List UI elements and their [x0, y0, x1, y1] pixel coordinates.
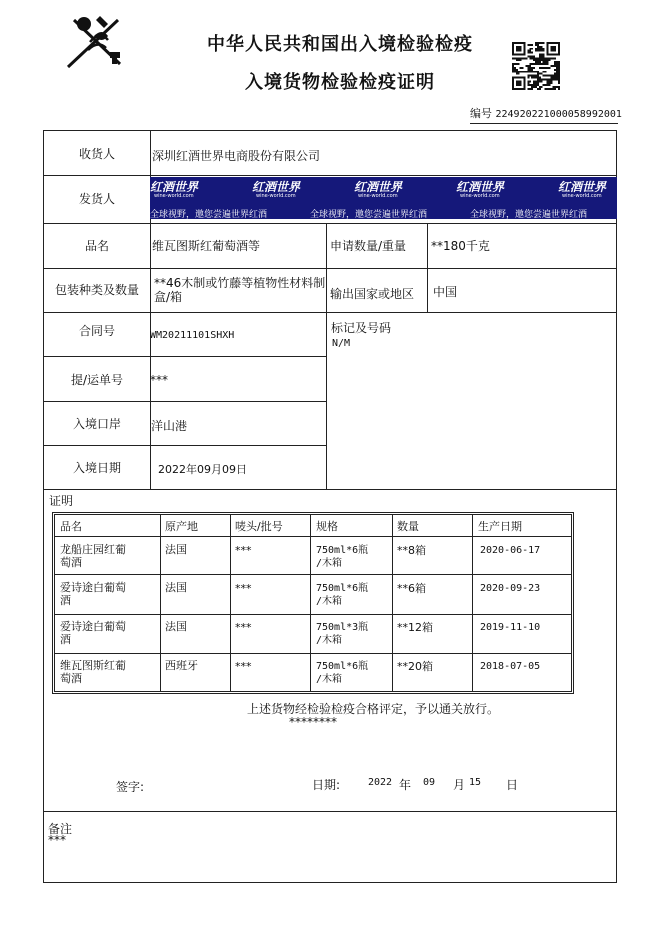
goods-production-date: 2019-11-10: [480, 622, 541, 633]
clearance-statement: 上述货物经检验检疫合格评定，予以通关放行。: [247, 702, 500, 716]
packing-value: [154, 276, 325, 304]
goods-production-date: 2020-09-23: [480, 583, 541, 594]
goods-mark: ***: [235, 582, 252, 595]
quantity-label: 申请数量/重量: [330, 239, 407, 253]
goods-spec: [316, 544, 368, 570]
marks-label: 标记及号码: [331, 321, 392, 335]
goods-spec: [316, 621, 368, 647]
port-label: 入境口岸: [72, 417, 121, 431]
goods-quantity: **20箱: [397, 660, 433, 673]
column-header: 品名: [60, 520, 82, 533]
issue-year-unit: 年: [399, 778, 412, 792]
goods-name-line: 萄酒: [60, 556, 82, 569]
issue-month: 09: [423, 777, 436, 788]
ciq-emblem-icon: [60, 12, 130, 72]
certificate-number-value: 224920221000058992001: [495, 109, 622, 120]
certification-label: 证明: [49, 494, 74, 508]
product-value: 维瓦图斯红葡萄酒等: [152, 239, 261, 253]
statement-stars: ********: [289, 715, 337, 729]
signature-label: 签字:: [116, 780, 145, 794]
contract-value: WM20211101SHXH: [150, 330, 235, 341]
issue-date-label: 日期:: [312, 778, 341, 792]
banner-brand: 红酒世界: [558, 180, 607, 194]
goods-name: [60, 581, 126, 607]
goods-quantity: **8箱: [397, 544, 426, 557]
goods-name: [60, 543, 126, 569]
goods-production-date: 2020-06-17: [480, 545, 541, 556]
issue-month-unit: 月: [453, 778, 466, 792]
goods-name: [60, 620, 126, 646]
remarks-label: 备注: [48, 822, 73, 836]
goods-name-line: 酒: [60, 633, 71, 646]
consignee-label: 收货人: [78, 147, 115, 161]
port-value: 洋山港: [151, 419, 188, 433]
goods-name-line: 龙船庄园红葡: [60, 543, 126, 556]
goods-spec-line: /木箱: [316, 558, 343, 569]
banner-site: wine-world.com: [358, 193, 398, 199]
consignee-value: 深圳红酒世界电商股份有限公司: [152, 149, 321, 163]
consignor-label: 发货人: [78, 192, 115, 206]
column-header: 原产地: [165, 520, 198, 533]
goods-spec-line: 750ml*6瓶: [316, 545, 369, 556]
entry-date-value: 2022年09月09日: [158, 463, 247, 476]
goods-spec-line: 750ml*6瓶: [316, 583, 369, 594]
goods-spec-line: /木箱: [316, 674, 343, 685]
certificate-number-label: 编号: [470, 107, 492, 120]
banner-slogan: 全球视野，邀您尝遍世界红酒: [150, 210, 268, 219]
banner-site: wine-world.com: [256, 193, 296, 199]
contract-label: 合同号: [78, 324, 115, 338]
goods-mark: ***: [235, 544, 252, 557]
goods-table: [52, 512, 574, 694]
goods-name-line: 爱诗途白葡萄: [60, 581, 126, 594]
issue-year: 2022: [368, 777, 393, 788]
certificate-number: [470, 105, 622, 121]
goods-production-date: 2018-07-05: [480, 661, 541, 672]
remarks-value: ***: [48, 833, 66, 847]
bill-label: 提/运单号: [70, 373, 124, 387]
goods-spec: [316, 660, 368, 686]
goods-spec-line: /木箱: [316, 635, 343, 646]
product-label: 品名: [84, 239, 109, 253]
packing-value-line2: 盒/箱: [154, 290, 183, 304]
packing-label: 包装种类及数量: [54, 283, 139, 297]
goods-spec-line: 750ml*6瓶: [316, 661, 369, 672]
goods-origin: 西班牙: [165, 659, 198, 672]
column-header: 数量: [397, 520, 419, 533]
banner-slogan: 全球视野，邀您尝遍世界红酒: [310, 210, 428, 219]
consignor-banner-image: [150, 177, 617, 219]
banner-site: wine-world.com: [154, 193, 194, 199]
issue-day-unit: 日: [506, 778, 519, 792]
certificate-form: [43, 130, 617, 883]
banner-brand: 红酒世界: [456, 180, 505, 194]
goods-mark: ***: [235, 621, 252, 634]
goods-spec-line: /木箱: [316, 596, 343, 607]
goods-spec: [316, 582, 368, 608]
goods-name: [60, 659, 126, 685]
banner-brand: 红酒世界: [354, 180, 403, 194]
goods-quantity: **12箱: [397, 621, 433, 634]
document-title: 中华人民共和国出入境检验检疫: [207, 34, 473, 55]
entry-date-label: 入境日期: [72, 461, 121, 475]
goods-spec-line: 750ml*3瓶: [316, 622, 369, 633]
origin-label: 输出国家或地区: [330, 287, 415, 301]
banner-site: wine-world.com: [460, 193, 500, 199]
goods-quantity: **6箱: [397, 582, 426, 595]
banner-slogan: 全球视野，邀您尝遍世界红酒: [470, 210, 588, 219]
goods-name-line: 维瓦图斯红葡: [60, 659, 126, 672]
marks-value: N/M: [332, 338, 351, 349]
quantity-value: **180千克: [431, 239, 490, 253]
goods-mark: ***: [235, 660, 252, 673]
column-header: 生产日期: [478, 520, 522, 533]
goods-name-line: 爱诗途白葡萄: [60, 620, 126, 633]
packing-value-line1: **46木制或竹藤等植物性材料制: [154, 276, 326, 290]
issue-day: 15: [469, 777, 482, 788]
banner-site: wine-world.com: [562, 193, 602, 199]
document-subtitle: 入境货物检验检疫证明: [245, 72, 435, 93]
banner-brand: 红酒世界: [150, 180, 199, 194]
certificate-number-underline: [470, 123, 618, 124]
goods-origin: 法国: [165, 581, 187, 594]
goods-origin: 法国: [165, 543, 187, 556]
goods-name-line: 萄酒: [60, 672, 82, 685]
column-header: 规格: [316, 520, 338, 533]
qr-code-icon: [512, 42, 560, 90]
banner-brand: 红酒世界: [252, 180, 301, 194]
bill-value: ***: [150, 373, 168, 387]
origin-value: 中国: [433, 285, 458, 299]
column-header: 唛头/批号: [235, 520, 283, 533]
goods-name-line: 酒: [60, 594, 71, 607]
goods-origin: 法国: [165, 620, 187, 633]
